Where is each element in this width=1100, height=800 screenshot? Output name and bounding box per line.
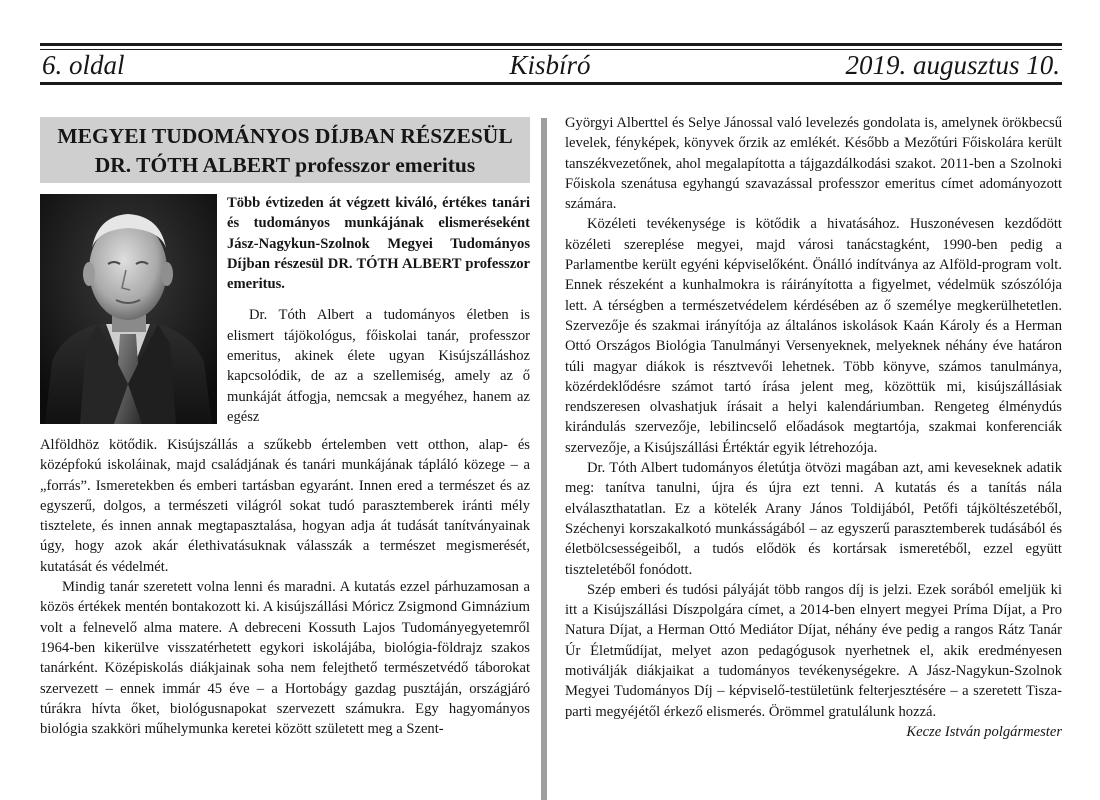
article-title-box [40,117,530,183]
article-paragraph: Györgyi Alberttel és Selye Jánossal való levelezés gondolata is, amelynek örökbecsű levelek, fényképek, könyvek őrzik az emlékét. Később a Mezőtúri Főiskolára került tanszékvezetőnek, ahol megalapította a tájgazdálkodási szakot. 2011-ben a Szolnoki Főiskola szenátusa egyhangú szavazással professzor emeritus címet adományozott számára. [565,115,1062,213]
article-column-left-bottom [40,435,530,739]
article-paragraph: Mindig tanár szeretett volna lenni és maradni. A kutatás ezzel párhuzamosan a közös értékek mentén bontakozott ki. A kisújszállási Móricz Zsigmond Gimnázium volt a felnevelő alma matere. A debreceni Kossuth Lajos Tudományegyetemről 1964-ben kikerülve visszatérhetett egykori iskolájába, biológia-földrajz szakos tanárként. Középiskolás diákjainak soha nem felejthető természetvédő táborokat szervezett – ennek immár 45 éve – a Hortobágy gazdag pusztáján, országjáró túrákra hívta őket, biológusnapokat szervezett számukra. Egy hagyományos biológia szakköri műhelymunka keretei között született meg a Szent- [40,579,530,738]
article-paragraph: Szép emberi és tudósi pályáját több rangos díj is jelzi. Ezek sorából emeljük ki itt a Kisújszállási Díszpolgára címet, a 2014-ben elnyert megyei Príma Díjat, a Pro Natura Díjat, a Herman Ottó Mediátor Díjat, néhány éve pedig a rangos Rátz Tanár Úr Életműdíjat, melyet azon pedagógusok nyerhetnek el, akik eredményesen motiválják diákjaikat a tudományos tevékenységekre. A Jász-Nagykun-Szolnok Megyei Tudományos Díj – képviselő-testületünk felterjesztésére – a szeretett Tisza-parti megyéjétől érkező elismerés. Örömmel gratulálunk hozzá. [565,581,1062,720]
article-paragraph: Közéleti tevékenysége is kötődik a hivatásához. Huszonévesen kezdődött közéleti szereplése megyei, majd városi tanácstagként, 1990-ben pedig a Parlamentbe került egyéni képviselőként. Önálló indítványa az Alföld-program volt. Ennek részeként a kunhalmokra is ráirányította a figyelmet, védelmük szószólója lett. A térségben a természetvédelem kérdésében az ő személye megkerülhetetlen. Szervezője és szakmai irányítója az általános iskolások Kaán Károly és a Herman Ottó Országos Biológia Tanulmányi Versenyeknek, melyeknek néhány éve határon túli magyar diákok is résztvevői lehetnek. Több könyve, számos tanulmánya, közérdeklődésre számot tartó írása jelent meg, közöttük mi, kisújszállásiak rendszeresen olvashatjuk írásait a helyi kalendáriumban. Rengeteg élménydús kirándulás szervezője, lebilincselő előadások megtartója, szakmai konferenciák szervezője, a Kisújszállási Értéktár egyik létrehozója. [565,216,1062,456]
header-rule-top [40,43,1062,46]
article-title-line1: MEGYEI TUDOMÁNYOS DÍJBAN RÉSZESÜL [57,124,513,148]
portrait-image [40,194,217,424]
issue-date: 2019. augusztus 10. [845,50,1060,80]
page-number: 6. oldal [42,50,125,80]
column-divider [541,118,547,800]
header-rule-bottom [40,82,1062,85]
article-column-left-top [227,193,530,427]
publication-name: Kisbíró [509,50,591,80]
article-paragraph: Dr. Tóth Albert a tudományos életben is elismert tájökológus, főiskolai tanár, professzor emeritus, akinek élete ugyan Kisújszálláshoz kapcsolódik, de az a szellemiség, amely az ő munkáját átfogja, nemcsak a megyéhez, hanem az egész [227,307,530,425]
portrait-photo [40,194,217,424]
article-paragraph: Alföldhöz kötődik. Kisújszállás a szűkebb értelemben vett otthon, alap- és középfokú iskoláinak, majd családjának és tanári munkájának tápláló közege – a „forrás”. Ismeretekben és emberi tartásban egyaránt. Innen ered a természet és az egyszerű, dolgos, a természeti világról sokat tudó parasztemberek iránti mély tisztelete, és innen annak megtapasztalása, hogyan adja át tudását tanítványainak úgy, hogy azok akár élethivatásuknak válasszák a természet megismerését, kutatását és védelmét. [40,437,530,575]
article-title-line2: DR. TÓTH ALBERT professzor emeritus [94,153,476,177]
author-signature: Kecze István polgármester [906,723,1062,740]
article-column-right [565,113,1062,742]
article-lead: Több évtizeden át végzett kiváló, értékes tanári és tudományos munkájának elismeréseként Jász-Nagykun-Szolnok Megyei Tudományos Díjban részesül DR. TÓTH ALBERT professzor emeritus. [227,195,530,293]
article-paragraph: Dr. Tóth Albert tudományos életútja ötvözi magában azt, ami keveseknek adatik meg: tanítva tanulni, újra és újra ezt tenni. A kutatás és a tanítás nála elválaszthatatlan. Ez a kötelék Arany János Toldijából, Petőfi tájköltészetéből, Széchenyi korszakalkotó munkásságából – az egyszerű parasztemberek tudásából és életbölcsességeiből, a tudós elődök és kortársak ismeretéből, ezzel együtt tiszteletéből fonódott. [565,460,1062,578]
